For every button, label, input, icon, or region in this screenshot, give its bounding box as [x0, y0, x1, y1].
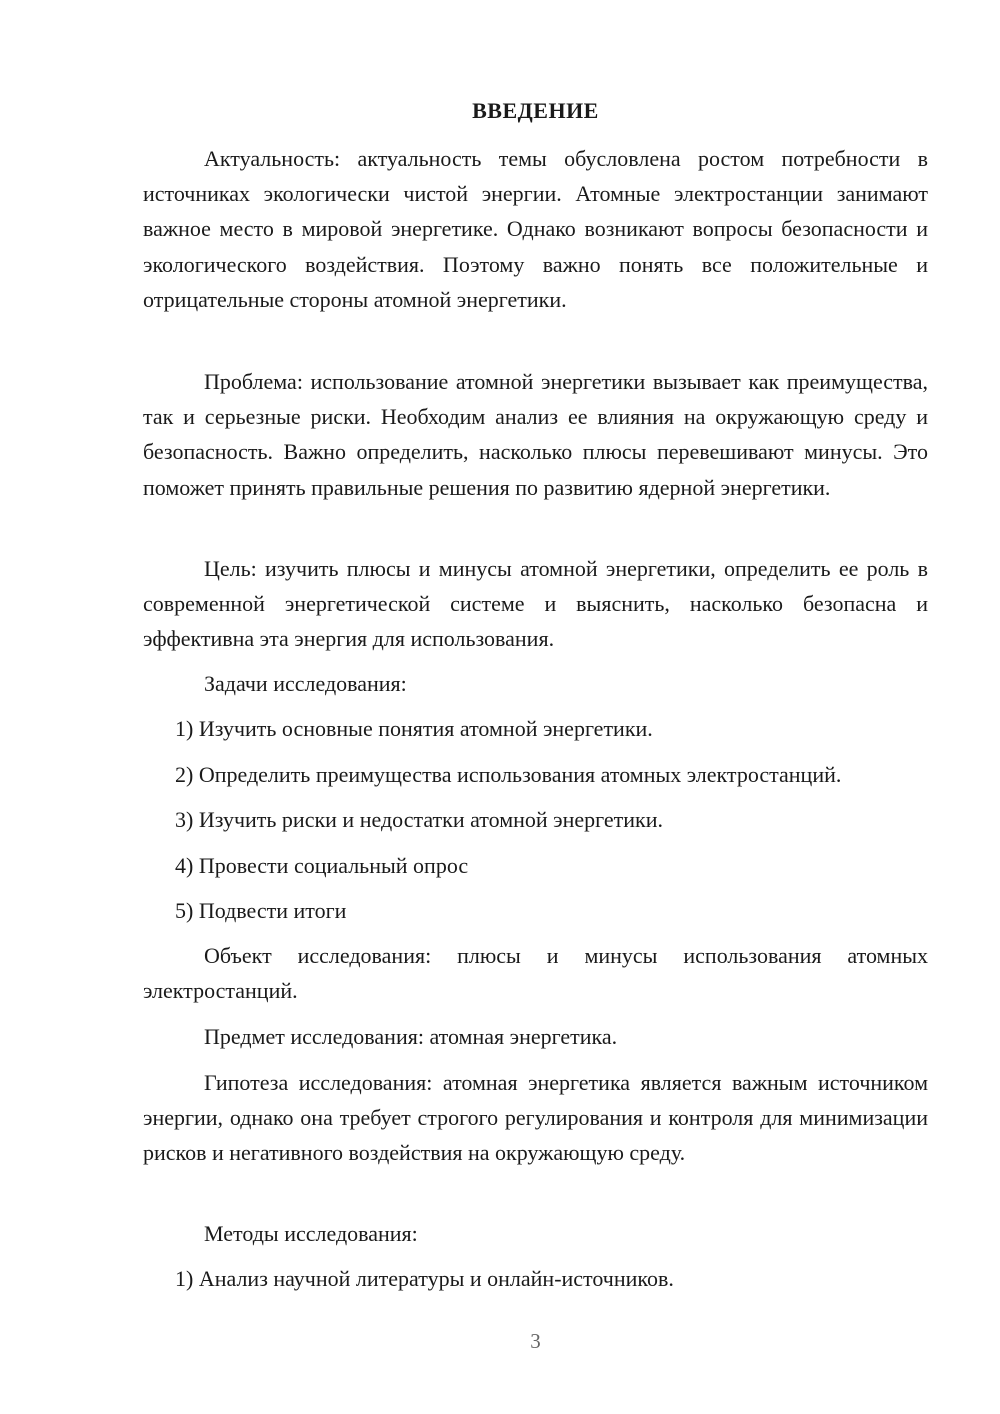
goal-paragraph: Цель: изучить плюсы и минусы атомной энергетики, определить ее роль в современной энергетической системе и выяснить, насколько безопасна и эффективна эта энергия для использования.	[143, 556, 928, 652]
task-item-3: 3) Изучить риски и недостатки атомной энергетики.	[175, 807, 664, 832]
page-number: 3	[530, 1329, 541, 1353]
methods-heading: Методы исследования:	[204, 1221, 418, 1246]
hypothesis-paragraph: Гипотеза исследования: атомная энергетика является важным источником энергии, однако она требует строгого регулирования и контроля для минимизации рисков и негативного воздействия на окружающую среду.	[143, 1070, 928, 1166]
task-item-4: 4) Провести социальный опрос	[175, 853, 469, 878]
section-title: ВВЕДЕНИЕ	[472, 98, 599, 123]
task-item-2: 2) Определить преимущества использования атомных электростанций.	[175, 762, 842, 787]
task-item-5: 5) Подвести итоги	[175, 898, 347, 923]
tasks-heading: Задачи исследования:	[204, 671, 407, 696]
subject-paragraph: Предмет исследования: атомная энергетика.	[204, 1024, 618, 1049]
document-page	[143, 0, 928, 1414]
method-item-1: 1) Анализ научной литературы и онлайн-источников.	[175, 1266, 674, 1291]
task-item-1: 1) Изучить основные понятия атомной энергетики.	[175, 716, 653, 741]
relevance-paragraph: Актуальность: актуальность темы обусловлена ростом потребности в источниках экологически чистой энергии. Атомные электростанции занимают важное место в мировой энергетике. Однако возникают вопросы безопасности и экологического воздействия. Поэтому важно понять все положительные и отрицательные стороны атомной энергетики.	[143, 146, 928, 312]
object-paragraph: Объект исследования: плюсы и минусы использования атомных электростанций.	[143, 943, 928, 1004]
problem-paragraph: Проблема: использование атомной энергетики вызывает как преимущества, так и серьезные риски. Необходим анализ ее влияния на окружающую среду и безопасность. Важно определить, насколько плюсы перевешивают минусы. Это поможет принять правильные решения по развитию ядерной энергетики.	[143, 369, 928, 500]
